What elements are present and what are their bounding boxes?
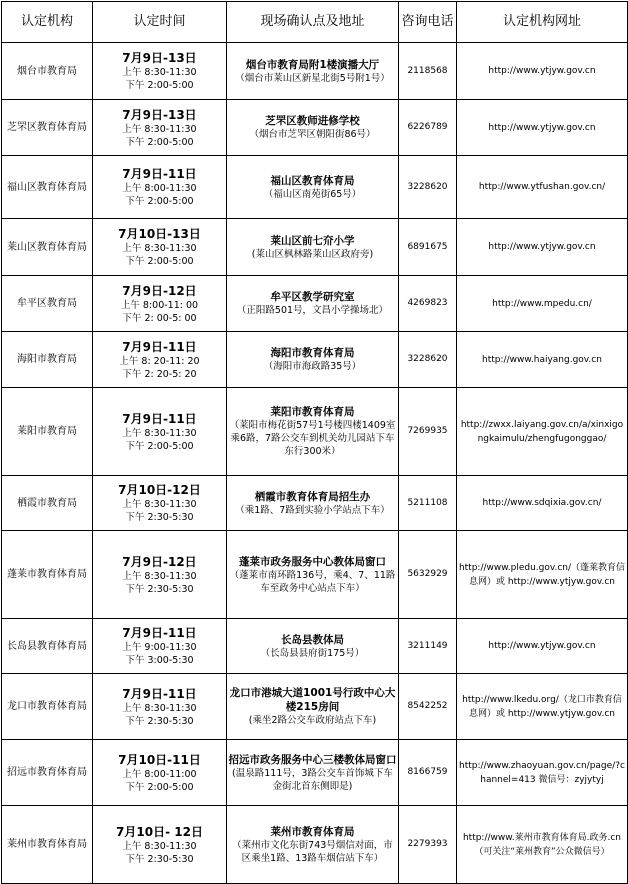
date-range: 7月10日-11日 — [118, 752, 201, 767]
place-cell — [227, 619, 399, 674]
org-cell — [2, 43, 93, 100]
website-cell[interactable] — [457, 276, 628, 332]
website-link[interactable]: http://www.ytfushan.gov.cn/ — [478, 182, 606, 192]
place-address: （海阳市海政路35号） — [263, 361, 362, 372]
table-row — [2, 219, 628, 276]
phone-number: 8166759 — [407, 767, 448, 777]
website-cell[interactable] — [457, 388, 628, 476]
org-cell — [2, 100, 93, 156]
place-name: 招远市政务服务中心三楼教体局窗口 — [228, 753, 397, 766]
phone-cell — [399, 674, 457, 740]
time-cell — [93, 476, 227, 531]
website-cell[interactable] — [457, 619, 628, 674]
org-cell — [2, 674, 93, 740]
place-name: 莱州市教育体育局 — [270, 825, 355, 838]
phone-number: 2279393 — [407, 839, 448, 849]
afternoon-hours: 下午 3:00-5:30 — [125, 655, 194, 666]
header-phone: 咨询电话 — [399, 2, 457, 43]
website-cell[interactable] — [457, 674, 628, 740]
org-name: 牟平区教育局 — [17, 298, 77, 309]
date-range: 7月9日-12日 — [122, 283, 197, 298]
date-range: 7月9日-11日 — [122, 626, 197, 640]
afternoon-hours: 下午 2:30-5:30 — [125, 512, 194, 523]
certification-table — [1, 1, 628, 884]
time-cell — [93, 740, 227, 806]
org-cell — [2, 219, 93, 276]
place-address: （烟台市芝罘区朝阳街86号） — [249, 129, 376, 140]
time-cell — [93, 806, 227, 884]
place-cell — [227, 531, 399, 619]
phone-number: 8542252 — [407, 701, 448, 711]
place-name: 海阳市教育体育局 — [270, 347, 355, 359]
place-cell — [227, 100, 399, 156]
header-time: 认定时间 — [93, 2, 227, 43]
morning-hours: 上午 8: 20-11: 20 — [119, 355, 200, 367]
phone-cell — [399, 476, 457, 531]
header-row — [2, 2, 628, 43]
morning-hours: 上午 8:30-11:30 — [122, 702, 197, 714]
afternoon-hours: 下午 2:00-5:00 — [125, 136, 194, 148]
phone-number: 7269935 — [407, 426, 448, 436]
time-cell — [93, 332, 227, 388]
morning-hours: 上午 8:30-11:30 — [122, 123, 197, 135]
website-link[interactable]: http://www.ytjyw.gov.cn — [488, 242, 596, 252]
phone-cell — [399, 100, 457, 156]
date-range: 7月10日- 12日 — [116, 824, 203, 839]
org-cell — [2, 156, 93, 219]
org-name: 芝罘区教育体育局 — [7, 122, 87, 133]
place-name: 莱山区前七夼小学 — [270, 234, 355, 247]
date-range: 7月10日-13日 — [118, 227, 201, 241]
header-place: 现场确认点及地址 — [227, 2, 399, 43]
date-range: 7月9日-11日 — [122, 167, 197, 181]
time-cell — [93, 674, 227, 740]
website-link[interactable]: http://www.ytjyw.gov.cn — [488, 122, 596, 133]
place-name: 龙口市港城大道1001号行政中心大楼215房间 — [229, 687, 396, 713]
place-cell — [227, 156, 399, 219]
org-name: 海阳市教育局 — [17, 354, 77, 365]
time-cell — [93, 388, 227, 476]
website-link[interactable]: http://www.pledu.gov.cn/（蓬莱教育信息网）或 http://www.ytjyw.gov.cn — [458, 562, 626, 587]
website-cell[interactable] — [457, 476, 628, 531]
website-cell[interactable] — [457, 740, 628, 806]
org-name: 莱山区教育体育局 — [7, 241, 87, 253]
phone-cell — [399, 276, 457, 332]
phone-cell — [399, 219, 457, 276]
website-link[interactable]: http://www.莱州市教育体育局.政务.cn（可关注“莱州教育”公众微信号） — [462, 832, 622, 857]
phone-number: 3228620 — [407, 354, 448, 364]
date-range: 7月9日-13日 — [122, 51, 197, 65]
website-link[interactable]: http://zwxx.laiyang.gov.cn/a/xinxigongkaimulu/zhengfugonggao/ — [460, 419, 624, 444]
table-row — [2, 806, 628, 884]
place-address: (温泉路111号，3路公交车首饰城下车金街北首东侧即是) — [232, 767, 393, 792]
phone-number: 2118568 — [407, 65, 448, 76]
afternoon-hours: 下午 2:00-5:00 — [125, 256, 194, 267]
place-address: (乘坐2路公交车政府站点下车) — [248, 715, 377, 726]
phone-number: 3228620 — [407, 181, 448, 192]
place-address: （福山区南苑街65号） — [263, 188, 362, 200]
header-web: 认定机构网址 — [457, 2, 628, 43]
time-cell — [93, 276, 227, 332]
org-cell — [2, 619, 93, 674]
website-link[interactable]: http://www.haiyang.gov.cn — [482, 354, 602, 365]
website-cell[interactable] — [457, 332, 628, 388]
place-cell — [227, 276, 399, 332]
website-link[interactable]: http://www.mpedu.cn/ — [492, 298, 592, 309]
morning-hours: 上午 8:30-11:30 — [122, 427, 197, 439]
org-cell — [2, 276, 93, 332]
time-cell — [93, 219, 227, 276]
place-cell — [227, 332, 399, 388]
phone-cell — [399, 43, 457, 100]
org-name: 龙口市教育体育局 — [7, 701, 87, 712]
place-cell — [227, 740, 399, 806]
website-cell[interactable] — [457, 219, 628, 276]
org-cell — [2, 388, 93, 476]
afternoon-hours: 下午 2:30-5:30 — [125, 583, 194, 595]
table-row — [2, 156, 628, 219]
time-cell — [93, 43, 227, 100]
place-address: （莱阳市梅花街57号1号楼四楼1409室乘6路，7路公交车到机关幼儿园站下车东行300米） — [229, 420, 396, 457]
org-cell — [2, 476, 93, 531]
table-row — [2, 476, 628, 531]
website-link[interactable]: http://www.zhaoyuan.gov.cn/page/?channel=413 微信号：zyjytyj — [459, 760, 625, 785]
org-cell — [2, 740, 93, 806]
afternoon-hours: 下午 2:00-5:00 — [125, 440, 194, 452]
phone-cell — [399, 156, 457, 219]
website-cell[interactable] — [457, 531, 628, 619]
phone-number: 5632929 — [407, 569, 448, 579]
org-name: 烟台市教育局 — [17, 65, 77, 77]
org-name: 莱州市教育体育局 — [7, 839, 87, 850]
place-address: (莱山区枫林路莱山区政府旁) — [251, 248, 374, 260]
afternoon-hours: 下午 2:00-5:00 — [125, 196, 194, 207]
place-address: （蓬莱市南环路136号，乘4、7、11路车至政务中心站点下车） — [229, 569, 396, 594]
place-name: 福山区教育体育局 — [270, 174, 355, 187]
place-name: 栖霞市教育体育局招生办 — [254, 490, 371, 503]
org-name: 福山区教育体育局 — [7, 181, 87, 193]
phone-cell — [399, 740, 457, 806]
place-cell — [227, 388, 399, 476]
phone-number: 6891675 — [407, 241, 448, 252]
place-address: （莱州市文化东街743号烟信对面，市区乘坐1路、13路车烟信站下车） — [232, 839, 393, 864]
date-range: 7月9日-11日 — [122, 411, 197, 426]
place-name: 蓬莱市政务服务中心教体局窗口 — [239, 555, 386, 568]
date-range: 7月9日-12日 — [122, 554, 197, 569]
afternoon-hours: 下午 2: 20-5: 20 — [122, 368, 197, 380]
time-cell — [93, 531, 227, 619]
website-cell[interactable] — [457, 100, 628, 156]
place-name: 烟台市教育局附1楼演播大厅 — [245, 58, 380, 71]
phone-cell — [399, 332, 457, 388]
phone-number: 3211149 — [407, 640, 448, 651]
org-cell — [2, 531, 93, 619]
table-row — [2, 531, 628, 619]
phone-cell — [399, 388, 457, 476]
org-cell — [2, 806, 93, 884]
afternoon-hours: 下午 2: 00-5: 00 — [122, 312, 197, 324]
website-link[interactable]: http://www.ytjyw.gov.cn — [488, 66, 596, 76]
time-cell — [93, 100, 227, 156]
org-name: 招远市教育体育局 — [7, 767, 87, 778]
date-range: 7月9日-13日 — [122, 107, 197, 122]
morning-hours: 上午 8:30-11:30 — [122, 499, 197, 510]
table-row — [2, 43, 628, 100]
table-row — [2, 388, 628, 476]
phone-cell — [399, 619, 457, 674]
morning-hours: 上午 9:00-11:30 — [122, 642, 197, 653]
morning-hours: 上午 8:30-11:30 — [122, 840, 197, 852]
place-address: （烟台市莱山区新星北街5号附1号） — [235, 72, 390, 84]
org-cell — [2, 332, 93, 388]
table-row — [2, 276, 628, 332]
header-org: 认定机构 — [2, 2, 93, 43]
date-range: 7月9日-11日 — [122, 339, 197, 354]
morning-hours: 上午 8:30-11:30 — [122, 243, 197, 254]
org-name: 莱阳市教育局 — [17, 426, 77, 437]
time-cell — [93, 619, 227, 674]
place-name: 长岛县教体局 — [281, 633, 344, 646]
place-address: （正阳路501号，文昌小学操场北） — [236, 305, 389, 316]
morning-hours: 上午 8:30-11:30 — [122, 570, 197, 582]
date-range: 7月9日-11日 — [122, 686, 197, 701]
website-link[interactable]: http://www.sdqixia.gov.cn/ — [482, 498, 602, 508]
place-cell — [227, 43, 399, 100]
table-row — [2, 100, 628, 156]
place-name: 牟平区教学研究室 — [270, 291, 355, 303]
afternoon-hours: 下午 2:30-5:30 — [125, 715, 194, 727]
website-cell[interactable] — [457, 156, 628, 219]
place-cell — [227, 219, 399, 276]
website-cell[interactable] — [457, 43, 628, 100]
table-row — [2, 619, 628, 674]
date-range: 7月10日-12日 — [118, 483, 201, 497]
phone-cell — [399, 531, 457, 619]
table-row — [2, 332, 628, 388]
place-name: 莱阳市教育体育局 — [270, 406, 355, 418]
phone-cell — [399, 806, 457, 884]
table-row — [2, 674, 628, 740]
afternoon-hours: 下午 2:00-5:00 — [125, 80, 194, 91]
website-link[interactable]: http://www.ytjyw.gov.cn — [488, 641, 596, 651]
phone-number: 6226789 — [407, 122, 448, 132]
website-link[interactable]: http://www.lkedu.org/（龙口市教育信息网）或 http://www.ytjyw.gov.cn — [462, 694, 622, 719]
morning-hours: 上午 8:00-11: 00 — [120, 299, 199, 311]
org-name: 蓬莱市教育体育局 — [7, 569, 87, 580]
phone-number: 5211108 — [407, 497, 448, 508]
morning-hours: 上午 8:00-11:00 — [122, 768, 197, 780]
place-name: 芝罘区教师进修学校 — [265, 115, 360, 127]
morning-hours: 上午 8:00-11:30 — [122, 183, 197, 194]
website-cell[interactable] — [457, 806, 628, 884]
place-cell — [227, 674, 399, 740]
place-cell — [227, 476, 399, 531]
org-name: 长岛县教育体育局 — [7, 640, 87, 652]
time-cell — [93, 156, 227, 219]
table-row — [2, 740, 628, 806]
afternoon-hours: 下午 2:00-5:00 — [125, 781, 194, 793]
place-address: （乘1路、7路到实验小学站点下车） — [235, 504, 390, 516]
place-cell — [227, 806, 399, 884]
phone-number: 4269823 — [407, 298, 448, 308]
afternoon-hours: 下午 2:30-5:30 — [125, 853, 194, 865]
place-address: （长岛县县府街175号） — [260, 647, 365, 659]
org-name: 栖霞市教育局 — [17, 497, 77, 509]
morning-hours: 上午 8:30-11:30 — [122, 67, 197, 78]
